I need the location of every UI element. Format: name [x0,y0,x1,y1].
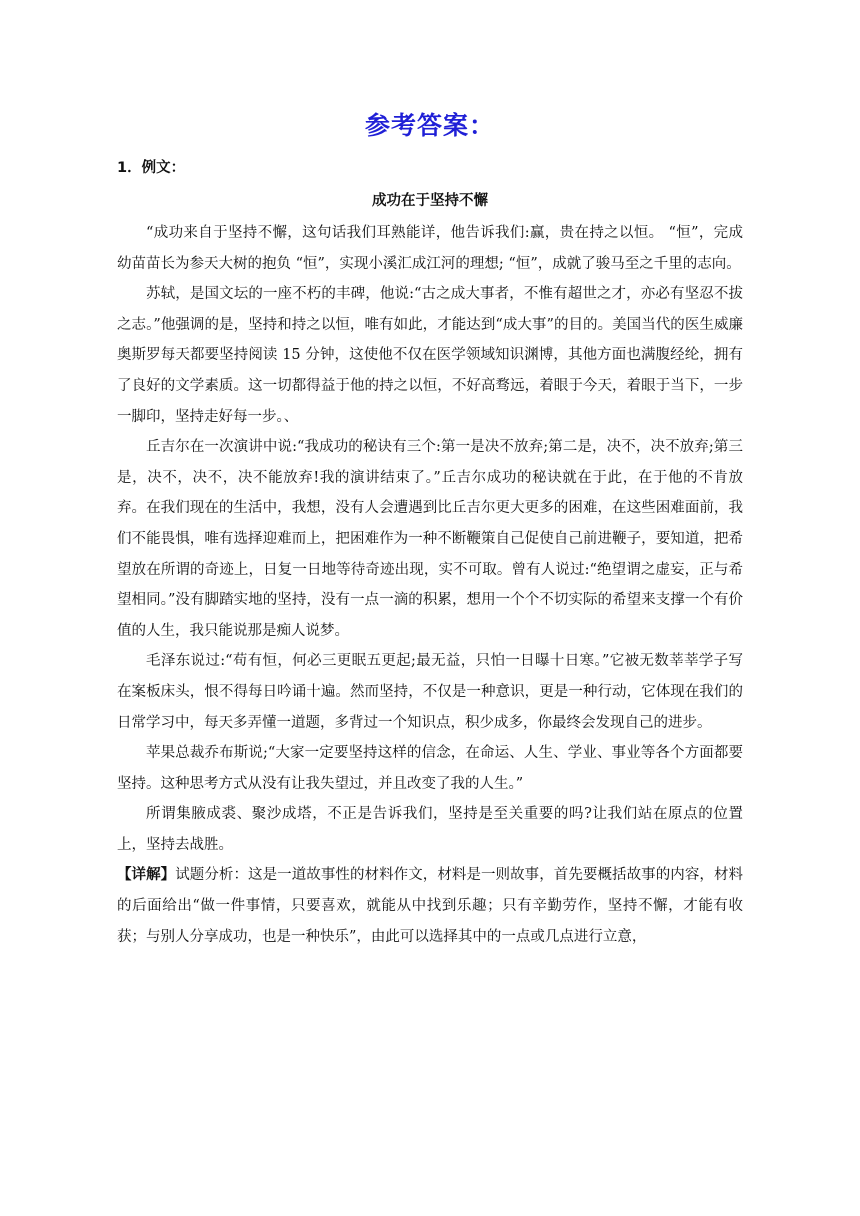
essay-paragraph: 毛泽东说过:“苟有恒，何必三更眠五更起;最无益，只怕一日曝十日寒。”它被无数莘莘学子写在案板床头，恨不得每日吟诵十遍。然而坚持，不仅是一种意识，更是一种行动，它体现在我们的日常学习中，每天多弄懂一道题，多背过一个知识点，积少成多，你最终会发现自己的进步。 [117,653,743,731]
detail-label: 【详解】 [117,866,176,884]
essay-paragraph: 苹果总裁乔布斯说;“大家一定要坚持这样的信念，在命运、人生、学业、事业等各个方面都要坚持。这种思考方式从没有让我失望过，并且改变了我的人生。” [117,745,743,792]
question-label: 1．例文： [117,160,186,176]
essay-paragraph: 丘吉尔在一次演讲中说:“我成功的秘诀有三个:第一是决不放弃;第二是，决不，决不放弃;第三是，决不，决不，决不能放弃!我的演讲结束了。”丘吉尔成功的秘诀就在于此，在于他的不肯放弃。在我们现在的生活中，我想，没有人会遭遇到比丘吉尔更大更多的困难，在这些困难面前，我们不能畏惧，唯有选择迎难而上，把困难作为一种不断鞭策自己促使自己前进鞭子，要知道，把希望放在所谓的奇迹上，日复一日地等待奇迹出现，实不可取。曾有人说过:“绝望谓之虚妄，正与希望相同。”没有脚踏实地的坚持，没有一点一滴的积累，想用一个个不切实际的希望来支撑一个有价值的人生，我只能说那是痴人说梦。 [117,439,743,639]
essay-title: 成功在于坚持不懈 [372,193,488,209]
answer-title: 参考答案： [364,111,495,140]
essay-paragraph: 苏轼，是国文坛的一座不朽的丰碑，他说:“古之成大事者，不惟有超世之才，亦必有坚忍不拔之志。”他强调的是，坚持和持之以恒，唯有如此，才能达到“成大事”的目的。美国当代的医生威廉奥斯罗每天都要坚持阅读 15 分钟，这使他不仅在医学领域知识渊博，其他方面也满腹经纶，拥有了良好的文学素质。这一切都得益于他的持之以恒，不好高骛远，着眼于今天，着眼于当下，一步一脚印，坚持走好每一步。、 [117,286,743,425]
detail-paragraph [117,860,743,952]
essay-body [117,218,743,952]
essay-paragraph: “成功来自于坚持不懈，这句话我们耳熟能详，他告诉我们:赢，贵在持之以恒。 “恒”，完成幼苗苗长为参天大树的抱负 “恒”，实现小溪汇成江河的理想; “恒”，成就了骏马至之千里的志向。 [117,225,743,272]
essay-paragraph: 所谓集腋成裘、聚沙成塔，不正是告诉我们，坚持是至关重要的吗?让我们站在原点的位置上，坚持去战胜。 [117,806,743,853]
detail-text: 试题分析：这是一道故事性的材料作文，材料是一则故事，首先要概括故事的内容，材料的后面给出“做一件事情，只要喜欢，就能从中找到乐趣；只有辛勤劳作，坚持不懈，才能有收获；与别人分享成功，也是一种快乐”，由此可以选择其中的一点或几点进行立意， [117,867,744,945]
